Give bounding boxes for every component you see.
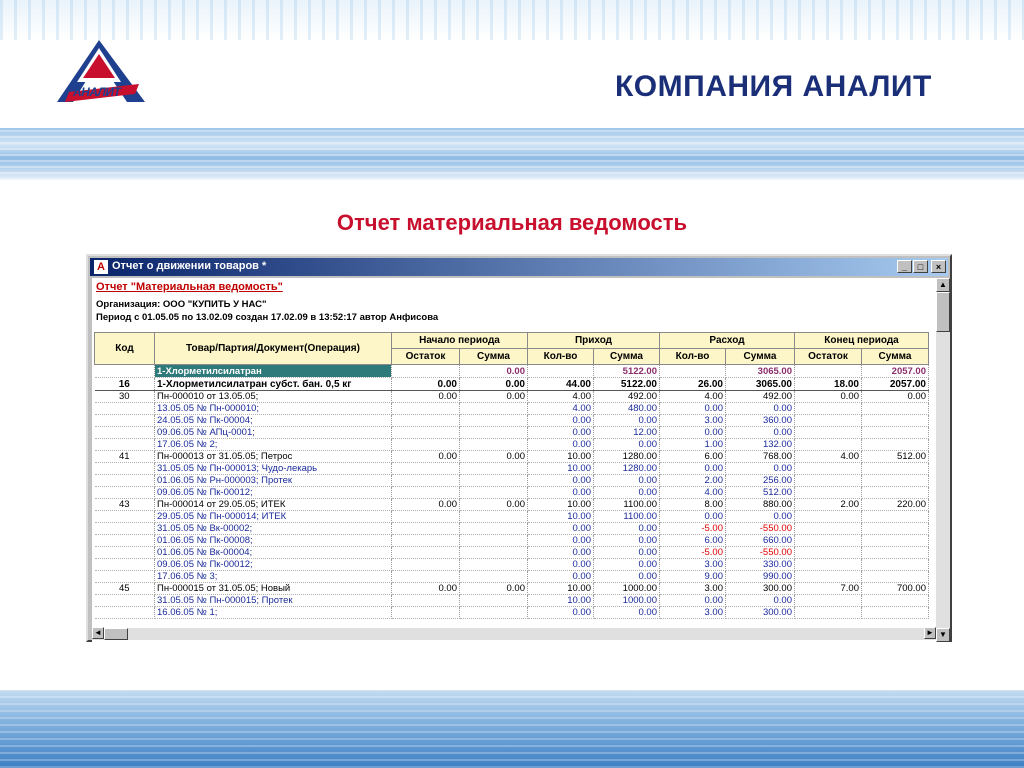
operation-row[interactable] — [95, 487, 929, 499]
cell-item: 17.06.05 № 2; — [155, 439, 392, 451]
cell-outgo-qty: 4.00 — [660, 487, 726, 499]
cell-begin-balance — [392, 595, 460, 607]
cell-outgo-sum: 0.00 — [726, 403, 795, 415]
cell-outgo-sum: 0.00 — [726, 463, 795, 475]
cell-end-balance — [795, 571, 862, 583]
cell-income-sum: 492.00 — [594, 391, 660, 403]
cell-income-qty: 10.00 — [528, 499, 594, 511]
cell-outgo-sum: 256.00 — [726, 475, 795, 487]
cell-income-sum: 0.00 — [594, 607, 660, 619]
cell-code: 16 — [95, 378, 155, 391]
cell-item: Пн-000015 от 31.05.05; Новый — [155, 583, 392, 595]
cell-outgo-sum: 300.00 — [726, 607, 795, 619]
cell-outgo-qty: 0.00 — [660, 427, 726, 439]
cell-income-qty: 0.00 — [528, 559, 594, 571]
cell-item: 09.06.05 № Пк-00012; — [155, 487, 392, 499]
cell-income-qty: 10.00 — [528, 463, 594, 475]
cell-item: 29.05.05 № Пн-000014; ИТЕК — [155, 511, 392, 523]
cell-outgo-qty: 0.00 — [660, 403, 726, 415]
cell-end-sum — [862, 523, 929, 535]
cell-end-sum: 512.00 — [862, 451, 929, 463]
cell-end-balance — [795, 365, 862, 378]
cell-begin-balance: 0.00 — [392, 391, 460, 403]
cell-outgo-qty — [660, 365, 726, 378]
document-row[interactable] — [95, 499, 929, 511]
cell-end-sum — [862, 487, 929, 499]
cell-item: 17.06.05 № 3; — [155, 571, 392, 583]
cell-end-balance — [795, 439, 862, 451]
cell-code — [95, 607, 155, 619]
cell-income-qty: 0.00 — [528, 547, 594, 559]
cell-item: 31.05.05 № Пн-000013; Чудо-лекарь — [155, 463, 392, 475]
cell-end-balance — [795, 415, 862, 427]
operation-row[interactable] — [95, 571, 929, 583]
cell-income-sum: 5122.00 — [594, 378, 660, 391]
cell-outgo-sum: 132.00 — [726, 439, 795, 451]
cell-income-sum: 1100.00 — [594, 499, 660, 511]
cell-income-sum: 480.00 — [594, 403, 660, 415]
cell-end-balance — [795, 403, 862, 415]
cell-income-sum: 5122.00 — [594, 365, 660, 378]
cell-begin-sum — [460, 595, 528, 607]
cell-begin-balance — [392, 571, 460, 583]
cell-code — [95, 463, 155, 475]
col-income[interactable]: Приход — [528, 333, 660, 349]
slide-title: Отчет материальная ведомость — [336, 210, 688, 235]
col-code[interactable]: Код — [95, 333, 155, 365]
cell-begin-sum — [460, 511, 528, 523]
cell-end-balance — [795, 511, 862, 523]
cell-income-sum: 1280.00 — [594, 451, 660, 463]
cell-outgo-sum: 3065.00 — [726, 378, 795, 391]
cell-end-balance: 18.00 — [795, 378, 862, 391]
cell-end-sum: 700.00 — [862, 583, 929, 595]
cell-income-qty: 0.00 — [528, 571, 594, 583]
cell-code — [95, 475, 155, 487]
logo-text: АНАЛИТ — [73, 85, 121, 99]
cell-income-sum: 0.00 — [594, 523, 660, 535]
cell-begin-sum — [460, 571, 528, 583]
minimize-button[interactable]: _ — [897, 260, 912, 273]
operation-row[interactable] — [95, 403, 929, 415]
scroll-right-icon[interactable]: ► — [924, 627, 936, 639]
col-end-period[interactable]: Конец периода — [795, 333, 929, 349]
cell-item: Пн-000010 от 13.05.05; — [155, 391, 392, 403]
cell-income-sum: 0.00 — [594, 559, 660, 571]
report-title[interactable]: Отчет "Материальная ведомость" — [96, 281, 283, 293]
cell-end-sum — [862, 463, 929, 475]
cell-income-sum: 0.00 — [594, 571, 660, 583]
cell-income-qty: 0.00 — [528, 415, 594, 427]
operation-row[interactable] — [95, 535, 929, 547]
cell-code — [95, 559, 155, 571]
scroll-up-icon[interactable]: ▲ — [936, 278, 950, 292]
cell-income-qty: 0.00 — [528, 607, 594, 619]
report-period: Период с 01.05.05 по 13.02.09 создан 17.02.09 в 13:52:17 автор Анфисова — [96, 312, 439, 323]
cell-end-sum — [862, 535, 929, 547]
col-begin-sum[interactable]: Сумма — [460, 349, 528, 365]
cell-income-sum: 12.00 — [594, 427, 660, 439]
cell-outgo-sum: 492.00 — [726, 391, 795, 403]
cell-code — [95, 523, 155, 535]
cell-income-sum: 0.00 — [594, 487, 660, 499]
cell-begin-balance — [392, 463, 460, 475]
cell-outgo-qty: 9.00 — [660, 571, 726, 583]
cell-end-balance — [795, 547, 862, 559]
header-stripe — [0, 128, 1024, 180]
cell-income-qty: 10.00 — [528, 583, 594, 595]
operation-row[interactable] — [95, 523, 929, 535]
cell-outgo-sum: 880.00 — [726, 499, 795, 511]
cell-outgo-qty: 0.00 — [660, 463, 726, 475]
cell-income-qty — [528, 365, 594, 378]
cell-item: Пн-000013 от 31.05.05; Петрос — [155, 451, 392, 463]
cell-begin-balance — [392, 403, 460, 415]
cell-income-qty: 0.00 — [528, 535, 594, 547]
cell-code: 43 — [95, 499, 155, 511]
group-row[interactable] — [95, 365, 929, 378]
cell-begin-sum — [460, 439, 528, 451]
cell-outgo-qty: 0.00 — [660, 511, 726, 523]
cell-outgo-sum: -550.00 — [726, 523, 795, 535]
cell-income-sum: 1000.00 — [594, 595, 660, 607]
cell-end-balance — [795, 427, 862, 439]
cell-income-sum: 0.00 — [594, 535, 660, 547]
cell-code — [95, 427, 155, 439]
cell-income-qty: 0.00 — [528, 427, 594, 439]
cell-end-sum — [862, 439, 929, 451]
cell-begin-balance — [392, 439, 460, 451]
cell-item: 01.06.05 № Рн-000003; Протек — [155, 475, 392, 487]
cell-income-qty: 4.00 — [528, 391, 594, 403]
cell-begin-balance: 0.00 — [392, 451, 460, 463]
cell-code — [95, 487, 155, 499]
cell-item: Пн-000014 от 29.05.05; ИТЕК — [155, 499, 392, 511]
cell-income-sum: 0.00 — [594, 439, 660, 451]
cell-code — [95, 365, 155, 378]
cell-begin-balance — [392, 427, 460, 439]
cell-item: 16.06.05 № 1; — [155, 607, 392, 619]
vertical-scroll-thumb[interactable] — [936, 292, 950, 332]
cell-begin-balance — [392, 559, 460, 571]
cell-end-balance — [795, 463, 862, 475]
cell-end-sum: 2057.00 — [862, 365, 929, 378]
item-total-row[interactable] — [95, 378, 929, 391]
cell-outgo-qty: 6.00 — [660, 535, 726, 547]
report-window — [86, 254, 952, 642]
document-row[interactable] — [95, 583, 929, 595]
cell-outgo-qty: 8.00 — [660, 499, 726, 511]
cell-end-balance: 7.00 — [795, 583, 862, 595]
cell-income-qty: 10.00 — [528, 451, 594, 463]
top-band — [0, 0, 1024, 40]
operation-row[interactable] — [95, 415, 929, 427]
cell-item: 09.06.05 № АПц-0001; — [155, 427, 392, 439]
cell-income-qty: 4.00 — [528, 403, 594, 415]
cell-end-balance — [795, 475, 862, 487]
cell-begin-sum — [460, 607, 528, 619]
cell-outgo-qty: 4.00 — [660, 391, 726, 403]
cell-begin-sum: 0.00 — [460, 583, 528, 595]
cell-begin-balance — [392, 511, 460, 523]
cell-begin-sum — [460, 427, 528, 439]
cell-outgo-sum: 300.00 — [726, 583, 795, 595]
cell-outgo-sum: 330.00 — [726, 559, 795, 571]
cell-begin-sum — [460, 523, 528, 535]
vertical-scrollbar[interactable] — [936, 278, 950, 642]
cell-item: 31.05.05 № Пн-000015; Протек — [155, 595, 392, 607]
cell-end-sum — [862, 415, 929, 427]
cell-begin-balance — [392, 607, 460, 619]
report-organization: Организация: ООО "КУПИТЬ У НАС" — [96, 299, 267, 310]
cell-outgo-qty: 6.00 — [660, 451, 726, 463]
operation-row[interactable] — [95, 439, 929, 451]
cell-begin-sum: 0.00 — [460, 378, 528, 391]
cell-income-qty: 0.00 — [528, 439, 594, 451]
cell-item: 31.05.05 № Вк-00002; — [155, 523, 392, 535]
cell-code — [95, 571, 155, 583]
operation-row[interactable] — [95, 427, 929, 439]
cell-end-balance: 4.00 — [795, 451, 862, 463]
cell-outgo-qty: 1.00 — [660, 439, 726, 451]
cell-begin-balance — [392, 475, 460, 487]
cell-begin-balance — [392, 365, 460, 378]
cell-outgo-qty: -5.00 — [660, 523, 726, 535]
cell-outgo-qty: 2.00 — [660, 475, 726, 487]
cell-outgo-sum: 0.00 — [726, 427, 795, 439]
col-income-sum[interactable]: Сумма — [594, 349, 660, 365]
cell-begin-sum — [460, 535, 528, 547]
cell-begin-sum — [460, 475, 528, 487]
cell-income-qty: 44.00 — [528, 378, 594, 391]
cell-begin-sum — [460, 403, 528, 415]
report-content — [92, 278, 936, 642]
cell-income-qty: 0.00 — [528, 487, 594, 499]
col-begin-balance[interactable]: Остаток — [392, 349, 460, 365]
operation-row[interactable] — [95, 595, 929, 607]
cell-end-sum — [862, 607, 929, 619]
cell-item: 09.06.05 № Пк-00012; — [155, 559, 392, 571]
col-begin-period[interactable]: Начало периода — [392, 333, 528, 349]
cell-begin-balance: 0.00 — [392, 378, 460, 391]
cell-outgo-qty: 3.00 — [660, 607, 726, 619]
cell-item: 1-Хлорметилсилатран субст. бан. 0,5 кг — [155, 378, 392, 391]
cell-begin-sum — [460, 415, 528, 427]
cell-income-sum: 1000.00 — [594, 583, 660, 595]
window-titlebar[interactable] — [90, 258, 948, 276]
cell-outgo-sum: -550.00 — [726, 547, 795, 559]
cell-begin-balance — [392, 415, 460, 427]
cell-outgo-qty: 3.00 — [660, 559, 726, 571]
document-row[interactable] — [95, 391, 929, 403]
cell-code — [95, 403, 155, 415]
cell-code: 45 — [95, 583, 155, 595]
cell-end-sum: 220.00 — [862, 499, 929, 511]
cell-end-sum — [862, 427, 929, 439]
col-outgo-sum[interactable]: Сумма — [726, 349, 795, 365]
cell-outgo-sum: 768.00 — [726, 451, 795, 463]
cell-income-sum: 0.00 — [594, 475, 660, 487]
col-outgo-qty[interactable]: Кол-во — [660, 349, 726, 365]
cell-code — [95, 511, 155, 523]
cell-begin-balance: 0.00 — [392, 499, 460, 511]
cell-item: 01.06.05 № Пк-00008; — [155, 535, 392, 547]
horizontal-scrollbar[interactable] — [92, 628, 936, 640]
cell-outgo-sum: 3065.00 — [726, 365, 795, 378]
cell-end-balance — [795, 595, 862, 607]
cell-code — [95, 535, 155, 547]
cell-end-sum: 0.00 — [862, 391, 929, 403]
col-outgo[interactable]: Расход — [660, 333, 795, 349]
cell-end-sum — [862, 571, 929, 583]
cell-income-qty: 0.00 — [528, 475, 594, 487]
cell-end-balance — [795, 535, 862, 547]
col-end-balance[interactable]: Остаток — [795, 349, 862, 365]
col-item[interactable]: Товар/Партия/Документ(Операция) — [155, 333, 392, 365]
cell-code — [95, 595, 155, 607]
cell-end-sum — [862, 595, 929, 607]
scroll-down-icon[interactable]: ▼ — [936, 628, 950, 642]
cell-end-sum — [862, 403, 929, 415]
cell-income-sum: 1100.00 — [594, 511, 660, 523]
cell-outgo-sum: 0.00 — [726, 511, 795, 523]
cell-end-sum — [862, 547, 929, 559]
cell-begin-sum: 0.00 — [460, 451, 528, 463]
cell-end-balance: 2.00 — [795, 499, 862, 511]
cell-end-sum — [862, 475, 929, 487]
cell-outgo-sum: 360.00 — [726, 415, 795, 427]
operation-row[interactable] — [95, 547, 929, 559]
cell-code: 41 — [95, 451, 155, 463]
operation-row[interactable] — [95, 475, 929, 487]
cell-outgo-qty: 3.00 — [660, 583, 726, 595]
cell-income-sum: 0.00 — [594, 415, 660, 427]
cell-outgo-qty: 0.00 — [660, 595, 726, 607]
cell-end-balance — [795, 607, 862, 619]
top-band-pattern — [0, 0, 1024, 40]
cell-begin-sum — [460, 559, 528, 571]
cell-outgo-sum: 0.00 — [726, 595, 795, 607]
cell-end-sum: 2057.00 — [862, 378, 929, 391]
cell-code — [95, 547, 155, 559]
cell-item: 01.06.05 № Вк-00004; — [155, 547, 392, 559]
cell-income-qty: 10.00 — [528, 595, 594, 607]
cell-outgo-sum: 660.00 — [726, 535, 795, 547]
cell-begin-sum — [460, 487, 528, 499]
cell-code: 30 — [95, 391, 155, 403]
cell-outgo-qty: 26.00 — [660, 378, 726, 391]
cell-end-sum — [862, 511, 929, 523]
cell-begin-balance — [392, 547, 460, 559]
col-end-sum[interactable]: Сумма — [862, 349, 929, 365]
cell-outgo-sum: 990.00 — [726, 571, 795, 583]
cell-item: 24.05.05 № Пк-00004; — [155, 415, 392, 427]
cell-end-sum — [862, 559, 929, 571]
cell-outgo-qty: -5.00 — [660, 547, 726, 559]
report-table — [94, 332, 929, 619]
operation-row[interactable] — [95, 511, 929, 523]
cell-end-balance — [795, 559, 862, 571]
footer-stripe — [0, 690, 1024, 768]
company-name: КОМПАНИЯ АНАЛИТ — [615, 70, 932, 103]
cell-begin-sum — [460, 547, 528, 559]
cell-item: 13.05.05 № Пн-000010; — [155, 403, 392, 415]
cell-begin-sum — [460, 463, 528, 475]
cell-income-sum: 0.00 — [594, 547, 660, 559]
cell-income-sum: 1280.00 — [594, 463, 660, 475]
cell-outgo-qty: 3.00 — [660, 415, 726, 427]
cell-code — [95, 439, 155, 451]
cell-income-qty: 0.00 — [528, 523, 594, 535]
cell-begin-balance — [392, 487, 460, 499]
col-income-qty[interactable]: Кол-во — [528, 349, 594, 365]
report-rows — [95, 365, 929, 619]
cell-income-qty: 10.00 — [528, 511, 594, 523]
cell-end-balance — [795, 523, 862, 535]
cell-begin-sum: 0.00 — [460, 499, 528, 511]
maximize-button[interactable]: □ — [913, 260, 928, 273]
window-title: Отчет о движении товаров * — [112, 260, 267, 272]
operation-row[interactable] — [95, 559, 929, 571]
horizontal-scroll-thumb[interactable] — [104, 628, 128, 640]
app-icon: A — [94, 260, 108, 274]
operation-row[interactable] — [95, 607, 929, 619]
scroll-left-icon[interactable]: ◄ — [92, 627, 104, 639]
cell-begin-balance — [392, 535, 460, 547]
cell-outgo-sum: 512.00 — [726, 487, 795, 499]
cell-item: 1-Хлорметилсилатран — [155, 365, 392, 378]
cell-end-balance — [795, 487, 862, 499]
cell-begin-sum: 0.00 — [460, 391, 528, 403]
cell-end-balance: 0.00 — [795, 391, 862, 403]
cell-begin-balance — [392, 523, 460, 535]
document-row[interactable] — [95, 451, 929, 463]
operation-row[interactable] — [95, 463, 929, 475]
cell-begin-sum: 0.00 — [460, 365, 528, 378]
cell-code — [95, 415, 155, 427]
close-button[interactable]: × — [931, 260, 946, 273]
cell-begin-balance: 0.00 — [392, 583, 460, 595]
